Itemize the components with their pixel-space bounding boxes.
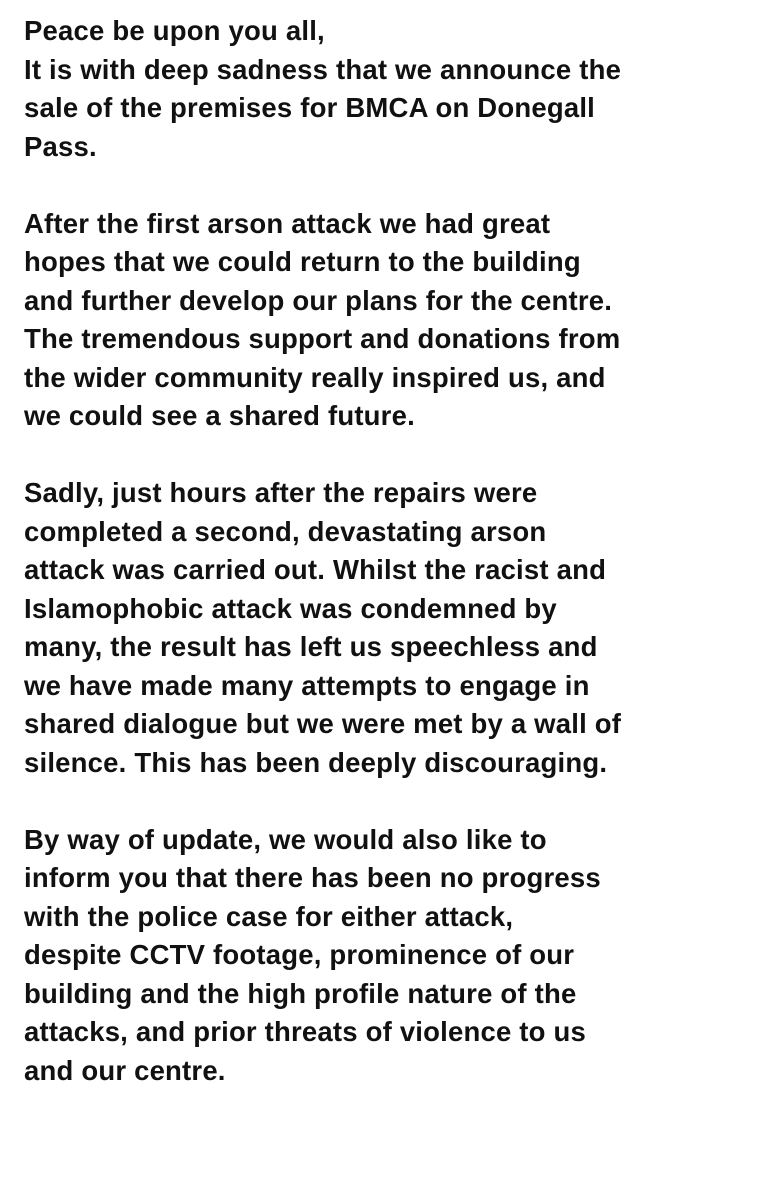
text-line: and our centre. <box>24 1054 226 1086</box>
paragraph-police-update <box>24 821 757 1091</box>
text-line: Islamophobic attack was condemned by <box>24 592 557 624</box>
text-line: Pass. <box>24 130 97 162</box>
text-line: with the police case for either attack, <box>24 900 514 932</box>
text-line: By way of update, we would also like to <box>24 823 547 855</box>
text-line: we have made many attempts to engage in <box>24 669 590 701</box>
text-line: inform you that there has been no progress <box>24 862 601 893</box>
text-line: despite CCTV footage, prominence of our <box>24 939 575 970</box>
text-line: we could see a shared future. <box>24 400 415 431</box>
paragraph-second-attack <box>24 474 757 782</box>
text-line: After the first arson attack we had great <box>24 207 551 239</box>
text-line: many, the result has left us speechless and <box>24 631 598 662</box>
text-line: shared dialogue but we were met by a wall of <box>24 708 622 739</box>
text-line: completed a second, devastating arson <box>24 515 547 547</box>
text-line: silence. This has been deeply discouraging. <box>24 746 608 778</box>
text-line: hopes that we could return to the building <box>24 246 581 277</box>
text-line: attacks, and prior threats of violence to us <box>24 1016 586 1047</box>
statement-body <box>24 0 757 1090</box>
text-line: sale of the premises for BMCA on Donegall <box>24 92 596 123</box>
text-line: It is with deep sadness that we announce the <box>24 53 622 85</box>
text-line: the wider community really inspired us, and <box>24 361 606 393</box>
text-line: building and the high profile nature of the <box>24 977 577 1009</box>
text-line: Sadly, just hours after the repairs were <box>24 477 538 508</box>
paragraph-greeting-announcement <box>24 0 757 166</box>
text-line: Peace be upon you all, <box>24 15 325 46</box>
text-line: attack was carried out. Whilst the racist and <box>24 554 607 585</box>
text-line: and further develop our plans for the centre. <box>24 284 613 316</box>
paragraph-first-attack <box>24 205 757 436</box>
text-line: The tremendous support and donations from <box>24 323 621 354</box>
